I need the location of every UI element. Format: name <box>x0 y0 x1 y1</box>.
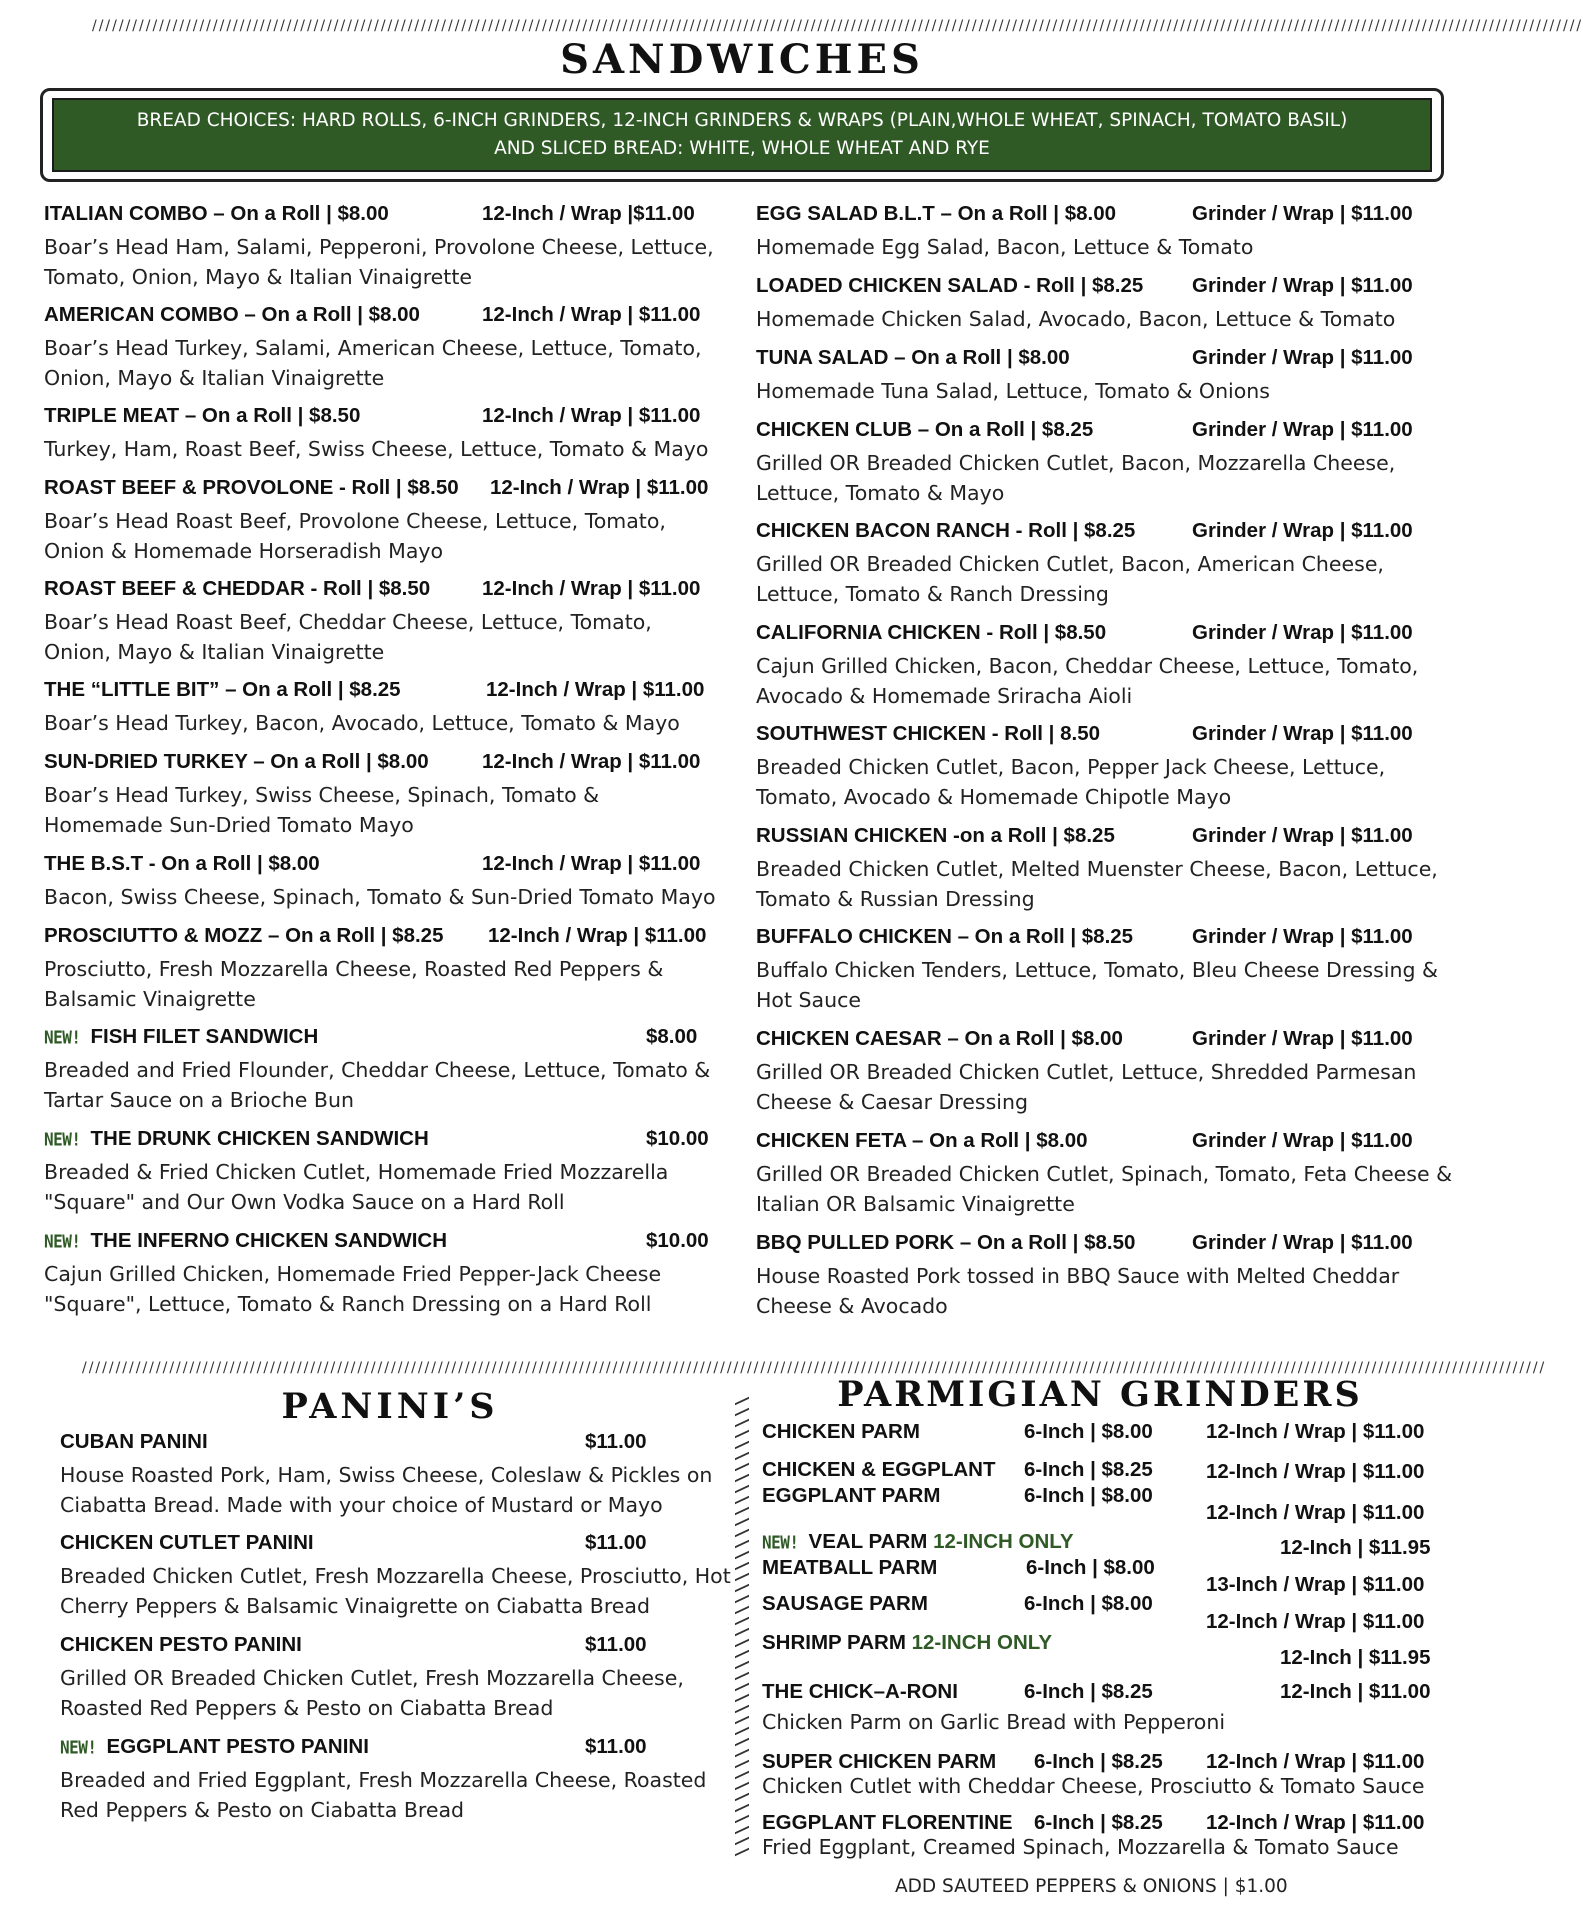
menu-item <box>756 925 1456 1015</box>
parm-item-twelve-inch: 12-Inch / Wrap | $11.00 <box>1206 1610 1425 1633</box>
item-name: THE B.S.T - On a Roll | $8.00 <box>44 852 320 875</box>
addon-note: ADD SAUTEED PEPPERS & ONIONS | $1.00 <box>895 1876 1288 1897</box>
item-description: Homemade Egg Salad, Bacon, Lettuce & Tomato <box>756 235 1254 259</box>
item-description: Grilled OR Breaded Chicken Cutlet, Bacon, Mozzarella Cheese, Lettuce, Tomato & Mayo <box>756 451 1396 505</box>
panini-item <box>60 1430 730 1520</box>
parm-item-twelve-inch: 12-Inch / Wrap | $11.00 <box>1206 1811 1425 1834</box>
parm-item-six-inch: 6-Inch | $8.25 <box>1034 1811 1163 1834</box>
item-price: Grinder / Wrap | $11.00 <box>1192 1027 1413 1050</box>
item-price: $8.00 <box>646 1025 698 1048</box>
parm-item-name: EGGPLANT PARM <box>762 1484 941 1507</box>
item-name: CHICKEN PESTO PANINI <box>60 1633 302 1656</box>
menu-item <box>756 621 1446 711</box>
menu-item <box>44 1025 724 1115</box>
item-price: $11.00 <box>585 1735 647 1758</box>
item-price: Grinder / Wrap | $11.00 <box>1192 925 1413 948</box>
item-name: ROAST BEEF & PROVOLONE - Roll | $8.50 <box>44 476 459 499</box>
item-name: ITALIAN COMBO – On a Roll | $8.00 <box>44 202 389 225</box>
item-description: Breaded Chicken Cutlet, Melted Muenster Cheese, Bacon, Lettuce, Tomato & Russian Dressing <box>756 857 1438 911</box>
item-name: TUNA SALAD – On a Roll | $8.00 <box>756 346 1070 369</box>
item-name: LOADED CHICKEN SALAD - Roll | $8.25 <box>756 274 1144 297</box>
parm-item-twelve-inch: 13-Inch / Wrap | $11.00 <box>1206 1573 1425 1596</box>
item-description: Boar’s Head Ham, Salami, Pepperoni, Provolone Cheese, Lettuce, Tomato, Onion, Mayo & Italian Vinaigrette <box>44 235 714 289</box>
item-name: CHICKEN CLUB – On a Roll | $8.25 <box>756 418 1094 441</box>
parm-item-six-inch: 6-Inch | $8.00 <box>1024 1592 1153 1615</box>
parm-item-twelve-inch: 12-Inch | $11.95 <box>1280 1646 1431 1669</box>
menu-item <box>44 924 724 1014</box>
item-name: CALIFORNIA CHICKEN - Roll | $8.50 <box>756 621 1107 644</box>
panini-item <box>60 1735 740 1825</box>
item-name: ROAST BEEF & CHEDDAR - Roll | $8.50 <box>44 577 431 600</box>
item-price: Grinder / Wrap | $11.00 <box>1192 202 1413 225</box>
parm-item-name: CHICKEN PARM <box>762 1420 920 1443</box>
item-name: THE “LITTLE BIT” – On a Roll | $8.25 <box>44 678 401 701</box>
new-badge: NEW! <box>44 1231 81 1252</box>
item-description: Homemade Tuna Salad, Lettuce, Tomato & Onions <box>756 379 1270 403</box>
menu-item <box>44 852 744 912</box>
item-name: EGG SALAD B.L.T – On a Roll | $8.00 <box>756 202 1117 225</box>
item-description: Breaded and Fried Flounder, Cheddar Cheese, Lettuce, Tomato & Tartar Sauce on a Brioche Bun <box>44 1058 711 1112</box>
item-price: 12-Inch / Wrap | $11.00 <box>482 577 701 600</box>
item-price: Grinder / Wrap | $11.00 <box>1192 1129 1413 1152</box>
new-badge: NEW! <box>44 1027 81 1048</box>
top-divider: ////////////////////////////////////////////////////////////////////////////////////////////////////////////////////////////////////////////////////////////////////////////////////////////////////////////////////////////// <box>92 18 1583 34</box>
parm-item-veal <box>762 1530 1074 1554</box>
menu-item <box>44 303 724 393</box>
menu-item <box>756 519 1416 609</box>
item-name: PROSCIUTTO & MOZZ – On a Roll | $8.25 <box>44 924 444 947</box>
parm-item-six-inch: 6-Inch | $8.00 <box>1026 1556 1155 1579</box>
item-price: Grinder / Wrap | $11.00 <box>1192 1231 1413 1254</box>
column-divider <box>735 1400 749 1860</box>
parm-item-note: 12-INCH ONLY <box>911 1631 1053 1654</box>
parm-item-six-inch: 6-Inch | $8.00 <box>1024 1420 1153 1443</box>
item-description: Turkey, Ham, Roast Beef, Swiss Cheese, Lettuce, Tomato & Mayo <box>44 437 709 461</box>
sandwiches-title: SANDWICHES <box>560 36 924 83</box>
item-description: Boar’s Head Turkey, Salami, American Cheese, Lettuce, Tomato, Onion, Mayo & Italian Vinaigrette <box>44 336 702 390</box>
item-name: CHICKEN CAESAR – On a Roll | $8.00 <box>756 1027 1123 1050</box>
panini-item <box>60 1633 730 1723</box>
parm-item-name: SUPER CHICKEN PARM <box>762 1750 997 1773</box>
parm-item-name: VEAL PARM <box>808 1530 928 1553</box>
item-price: $11.00 <box>585 1430 647 1453</box>
parm-item-twelve-inch: 12-Inch | $11.00 <box>1280 1680 1431 1703</box>
item-description: Grilled OR Breaded Chicken Cutlet, Lettuce, Shredded Parmesan Cheese & Caesar Dressing <box>756 1060 1417 1114</box>
paninis-title: PANINI’S <box>281 1386 499 1427</box>
item-description: Breaded Chicken Cutlet, Fresh Mozzarella Cheese, Prosciutto, Hot Cherry Peppers & Balsamic Vinaigrette on Ciabatta Bread <box>60 1564 731 1618</box>
new-badge: NEW! <box>44 1129 81 1150</box>
parmigian-title: PARMIGIAN GRINDERS <box>837 1374 1363 1415</box>
item-price: $10.00 <box>646 1229 709 1252</box>
item-name: THE DRUNK CHICKEN SANDWICH <box>90 1127 429 1150</box>
bread-choices-banner <box>40 88 1444 182</box>
item-price: 12-Inch / Wrap | $11.00 <box>482 750 701 773</box>
parm-item-note: 12-INCH ONLY <box>933 1530 1074 1553</box>
parm-item-twelve-inch: 12-Inch / Wrap | $11.00 <box>1206 1420 1425 1443</box>
item-price: $10.00 <box>646 1127 709 1150</box>
menu-item <box>44 1229 724 1319</box>
parm-item-twelve-inch: 12-Inch / Wrap | $11.00 <box>1206 1750 1425 1773</box>
item-description: Cajun Grilled Chicken, Homemade Fried Pepper-Jack Cheese "Square", Lettuce, Tomato & Ranch Dressing on a Hard Roll <box>44 1262 662 1316</box>
menu-item <box>44 1127 724 1217</box>
parm-item-six-inch: 6-Inch | $8.25 <box>1034 1750 1163 1773</box>
menu-item <box>44 404 734 464</box>
parm-item-twelve-inch: 12-Inch / Wrap | $11.00 <box>1206 1460 1425 1483</box>
item-price: 12-Inch / Wrap | $11.00 <box>482 303 701 326</box>
middle-divider: ////////////////////////////////////////////////////////////////////////////////////////////////////////////////////////////////////////////////////////////////////////////////////////////////////////////////////////// <box>82 1360 1547 1376</box>
item-description: House Roasted Pork, Ham, Swiss Cheese, Coleslaw & Pickles on Ciabatta Bread. Made with your choice of Mustard or Mayo <box>60 1463 713 1517</box>
new-badge: NEW! <box>762 1532 799 1553</box>
menu-item <box>44 577 724 667</box>
item-description: Buffalo Chicken Tenders, Lettuce, Tomato, Bleu Cheese Dressing & Hot Sauce <box>756 958 1438 1012</box>
item-name: FISH FILET SANDWICH <box>90 1025 319 1048</box>
bread-choices-line1: BREAD CHOICES: HARD ROLLS, 6-INCH GRINDERS, 12-INCH GRINDERS & WRAPS (PLAIN,WHOLE WHEAT, SPINACH, TOMATO BASIL) <box>136 110 1348 131</box>
menu-item <box>756 722 1446 812</box>
new-badge: NEW! <box>60 1737 97 1758</box>
item-name: CHICKEN FETA – On a Roll | $8.00 <box>756 1129 1088 1152</box>
parm-item-name: EGGPLANT FLORENTINE <box>762 1811 1013 1834</box>
parm-item-six-inch: 6-Inch | $8.00 <box>1024 1484 1153 1507</box>
item-price: $11.00 <box>585 1633 647 1656</box>
item-name: AMERICAN COMBO – On a Roll | $8.00 <box>44 303 420 326</box>
menu-item <box>756 202 1456 262</box>
item-price: Grinder / Wrap | $11.00 <box>1192 274 1413 297</box>
item-description: Boar’s Head Turkey, Bacon, Avocado, Lettuce, Tomato & Mayo <box>44 711 680 735</box>
parm-item-twelve-inch: 12-Inch | $11.95 <box>1280 1536 1431 1559</box>
item-name: BUFFALO CHICKEN – On a Roll | $8.25 <box>756 925 1134 948</box>
item-name: SUN-DRIED TURKEY – On a Roll | $8.00 <box>44 750 429 773</box>
item-description: Breaded Chicken Cutlet, Bacon, Pepper Jack Cheese, Lettuce, Tomato, Avocado & Homemade Chipotle Mayo <box>756 755 1386 809</box>
parm-item-name: MEATBALL PARM <box>762 1556 938 1579</box>
item-name: CHICKEN CUTLET PANINI <box>60 1531 314 1554</box>
item-price: Grinder / Wrap | $11.00 <box>1192 722 1413 745</box>
menu-item <box>756 1027 1456 1117</box>
item-price: Grinder / Wrap | $11.00 <box>1192 519 1413 542</box>
item-description: Cajun Grilled Chicken, Bacon, Cheddar Cheese, Lettuce, Tomato, Avocado & Homemade Sriracha Aioli <box>756 654 1419 708</box>
item-description: Homemade Chicken Salad, Avocado, Bacon, Lettuce & Tomato <box>756 307 1396 331</box>
item-name: RUSSIAN CHICKEN -on a Roll | $8.25 <box>756 824 1115 847</box>
parm-item-name: THE CHICK–A-RONI <box>762 1680 958 1703</box>
menu-item <box>44 476 724 566</box>
parm-item-six-inch: 6-Inch | $8.25 <box>1024 1458 1153 1481</box>
item-price: 12-Inch / Wrap | $11.00 <box>482 852 701 875</box>
item-description: Boar’s Head Roast Beef, Cheddar Cheese, Lettuce, Tomato, Onion, Mayo & Italian Vinaigrette <box>44 610 652 664</box>
item-description: Grilled OR Breaded Chicken Cutlet, Bacon, American Cheese, Lettuce, Tomato & Ranch Dressing <box>756 552 1384 606</box>
parm-item-description: Chicken Parm on Garlic Bread with Pepperoni <box>762 1710 1226 1734</box>
item-price: 12-Inch / Wrap |$11.00 <box>482 202 695 225</box>
menu-item <box>756 274 1456 334</box>
parm-item-name: SAUSAGE PARM <box>762 1592 928 1615</box>
menu-item <box>756 346 1456 406</box>
item-price: 12-Inch / Wrap | $11.00 <box>482 404 701 427</box>
menu-item <box>756 1129 1456 1219</box>
menu-item <box>44 678 734 738</box>
item-description: Breaded & Fried Chicken Cutlet, Homemade Fried Mozzarella "Square" and Our Own Vodka Sauce on a Hard Roll <box>44 1160 669 1214</box>
menu-item <box>756 418 1416 508</box>
item-description: Boar’s Head Turkey, Swiss Cheese, Spinach, Tomato & Homemade Sun-Dried Tomato Mayo <box>44 783 600 837</box>
item-description: House Roasted Pork tossed in BBQ Sauce with Melted Cheddar Cheese & Avocado <box>756 1264 1400 1318</box>
item-price: Grinder / Wrap | $11.00 <box>1192 824 1413 847</box>
item-name: CHICKEN BACON RANCH - Roll | $8.25 <box>756 519 1136 542</box>
item-price: 12-Inch / Wrap | $11.00 <box>488 924 707 947</box>
item-price: Grinder / Wrap | $11.00 <box>1192 418 1413 441</box>
menu-item <box>756 824 1456 914</box>
item-name: TRIPLE MEAT – On a Roll | $8.50 <box>44 404 361 427</box>
panini-item <box>60 1531 740 1621</box>
parm-item-shrimp <box>762 1631 1052 1655</box>
menu-item <box>44 202 724 292</box>
menu-item <box>44 750 701 840</box>
item-name: EGGPLANT PESTO PANINI <box>106 1735 369 1758</box>
item-name: THE INFERNO CHICKEN SANDWICH <box>90 1229 447 1252</box>
item-description: Prosciutto, Fresh Mozzarella Cheese, Roasted Red Peppers & Balsamic Vinaigrette <box>44 957 664 1011</box>
item-name: CUBAN PANINI <box>60 1430 208 1453</box>
item-price: $11.00 <box>585 1531 647 1554</box>
menu-item <box>756 1231 1456 1321</box>
parm-item-description: Chicken Cutlet with Cheddar Cheese, Prosciutto & Tomato Sauce <box>762 1774 1425 1798</box>
item-name: SOUTHWEST CHICKEN - Roll | 8.50 <box>756 722 1101 745</box>
item-price: Grinder / Wrap | $11.00 <box>1192 346 1413 369</box>
item-price: Grinder / Wrap | $11.00 <box>1192 621 1413 644</box>
parm-item-name: SHRIMP PARM <box>762 1631 906 1654</box>
item-description: Grilled OR Breaded Chicken Cutlet, Fresh Mozzarella Cheese, Roasted Red Peppers & Pesto on Ciabatta Bread <box>60 1666 684 1720</box>
item-name: BBQ PULLED PORK – On a Roll | $8.50 <box>756 1231 1136 1254</box>
parm-item-six-inch: 6-Inch | $8.25 <box>1024 1680 1153 1703</box>
item-price: 12-Inch / Wrap | $11.00 <box>486 678 705 701</box>
bread-choices-line2: AND SLICED BREAD: WHITE, WHOLE WHEAT AND RYE <box>494 138 990 159</box>
parm-item-twelve-inch: 12-Inch / Wrap | $11.00 <box>1206 1501 1425 1524</box>
item-description: Boar’s Head Roast Beef, Provolone Cheese, Lettuce, Tomato, Onion & Homemade Horseradish Mayo <box>44 509 666 563</box>
item-description: Grilled OR Breaded Chicken Cutlet, Spinach, Tomato, Feta Cheese & Italian OR Balsamic Vinaigrette <box>756 1162 1453 1216</box>
item-description: Bacon, Swiss Cheese, Spinach, Tomato & Sun-Dried Tomato Mayo <box>44 885 716 909</box>
parm-item-name: CHICKEN & EGGPLANT <box>762 1458 996 1481</box>
item-description: Breaded and Fried Eggplant, Fresh Mozzarella Cheese, Roasted Red Peppers & Pesto on Ciabatta Bread <box>60 1768 707 1822</box>
item-price: 12-Inch / Wrap | $11.00 <box>490 476 709 499</box>
parm-item-description: Fried Eggplant, Creamed Spinach, Mozzarella & Tomato Sauce <box>762 1835 1399 1859</box>
